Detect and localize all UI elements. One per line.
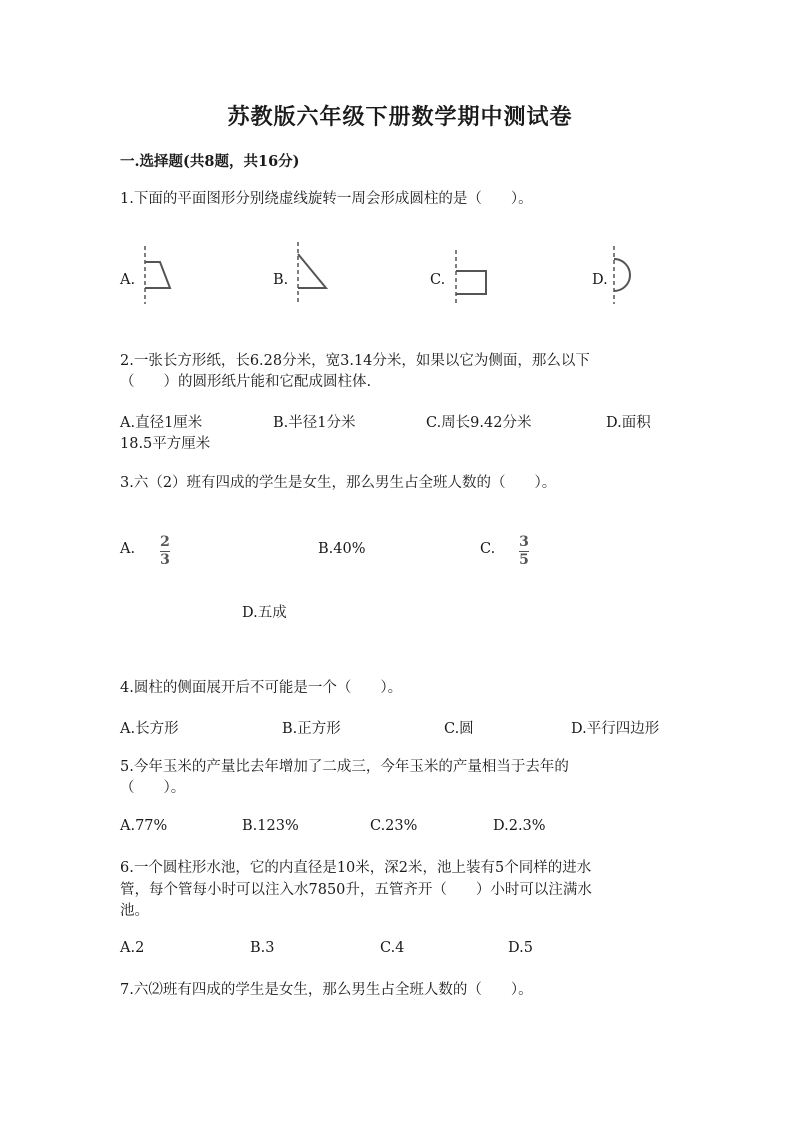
q6-option-b[interactable]: B.3 <box>250 940 275 956</box>
q3-option-a[interactable]: A. <box>120 541 136 557</box>
q1-figure-c-rectangle <box>450 250 494 306</box>
q2-option-b[interactable]: B.半径1分米 <box>273 415 356 431</box>
q3-option-c-fraction <box>519 535 529 568</box>
q3-a-denominator: 3 <box>160 552 170 568</box>
q2-option-d[interactable]: D.面积 <box>606 415 651 431</box>
question-5-line1: 5.今年玉米的产量比去年增加了二成三，今年玉米的产量相当于去年的 <box>120 759 569 775</box>
q2-option-c[interactable]: C.周长9.42分米 <box>426 415 532 431</box>
q1-option-b[interactable]: B. <box>273 272 289 288</box>
q3-option-c[interactable]: C. <box>480 541 496 557</box>
question-6-line1: 6.一个圆柱形水池，它的内直径是10米，深2米，池上装有5个同样的进水 <box>120 860 592 876</box>
q3-c-numerator: 3 <box>519 534 529 550</box>
q3-option-a-fraction <box>160 535 170 568</box>
q4-option-c[interactable]: C.圆 <box>444 721 474 737</box>
q5-option-b[interactable]: B.123% <box>242 818 299 834</box>
q1-option-c[interactable]: C. <box>430 272 446 288</box>
q3-a-numerator: 2 <box>160 534 170 550</box>
q3-c-denominator: 5 <box>519 552 529 568</box>
question-7-text: 7.六⑵班有四成的学生是女生，那么男生占全班人数的（ ）。 <box>120 982 533 998</box>
question-2-line1: 2.一张长方形纸，长6.28分米，宽3.14分米，如果以它为侧面，那么以下 <box>120 353 590 369</box>
q1-figure-a-trapezoid <box>138 246 178 306</box>
q1-figure-d-semicircle <box>608 246 644 306</box>
q6-option-c[interactable]: C.4 <box>380 940 405 956</box>
q6-option-a[interactable]: A.2 <box>120 940 145 956</box>
q2-option-a[interactable]: A.直径1厘米 <box>120 415 203 431</box>
q4-option-d[interactable]: D.平行四边形 <box>571 721 660 737</box>
question-2-line2: （ ）的圆形纸片能和它配成圆柱体. <box>120 374 372 390</box>
question-5-line2: （ ）。 <box>120 780 186 796</box>
q1-option-a[interactable]: A. <box>120 272 136 288</box>
question-1-text: 1.下面的平面图形分别绕虚线旋转一周会形成圆柱的是（ ）。 <box>120 191 533 207</box>
q1-option-d[interactable]: D. <box>592 272 608 288</box>
q4-option-a[interactable]: A.长方形 <box>120 721 179 737</box>
q5-option-a[interactable]: A.77% <box>120 818 168 834</box>
question-3-text: 3.六（2）班有四成的学生是女生，那么男生占全班人数的（ ）。 <box>120 475 557 491</box>
page-title: 苏教版六年级下册数学期中测试卷 <box>227 104 573 130</box>
question-4-text: 4.圆柱的侧面展开后不可能是一个（ ）。 <box>120 680 403 696</box>
q1-figure-b-triangle <box>290 242 334 306</box>
section-heading: 一.选择题(共8题，共16分) <box>120 153 300 170</box>
q3-option-d[interactable]: D.五成 <box>242 605 287 621</box>
q6-option-d[interactable]: D.5 <box>508 940 533 956</box>
q4-option-b[interactable]: B.正方形 <box>282 721 341 737</box>
question-6-line2: 管，每个管每小时可以注入水7850升，五管齐开（ ）小时可以注满水 <box>120 882 592 898</box>
q5-option-c[interactable]: C.23% <box>370 818 418 834</box>
q3-option-b[interactable]: B.40% <box>318 541 366 557</box>
q5-option-d[interactable]: D.2.3% <box>493 818 546 834</box>
q2-option-d-continued: 18.5平方厘米 <box>120 436 211 452</box>
question-6-line3: 池。 <box>120 903 149 919</box>
